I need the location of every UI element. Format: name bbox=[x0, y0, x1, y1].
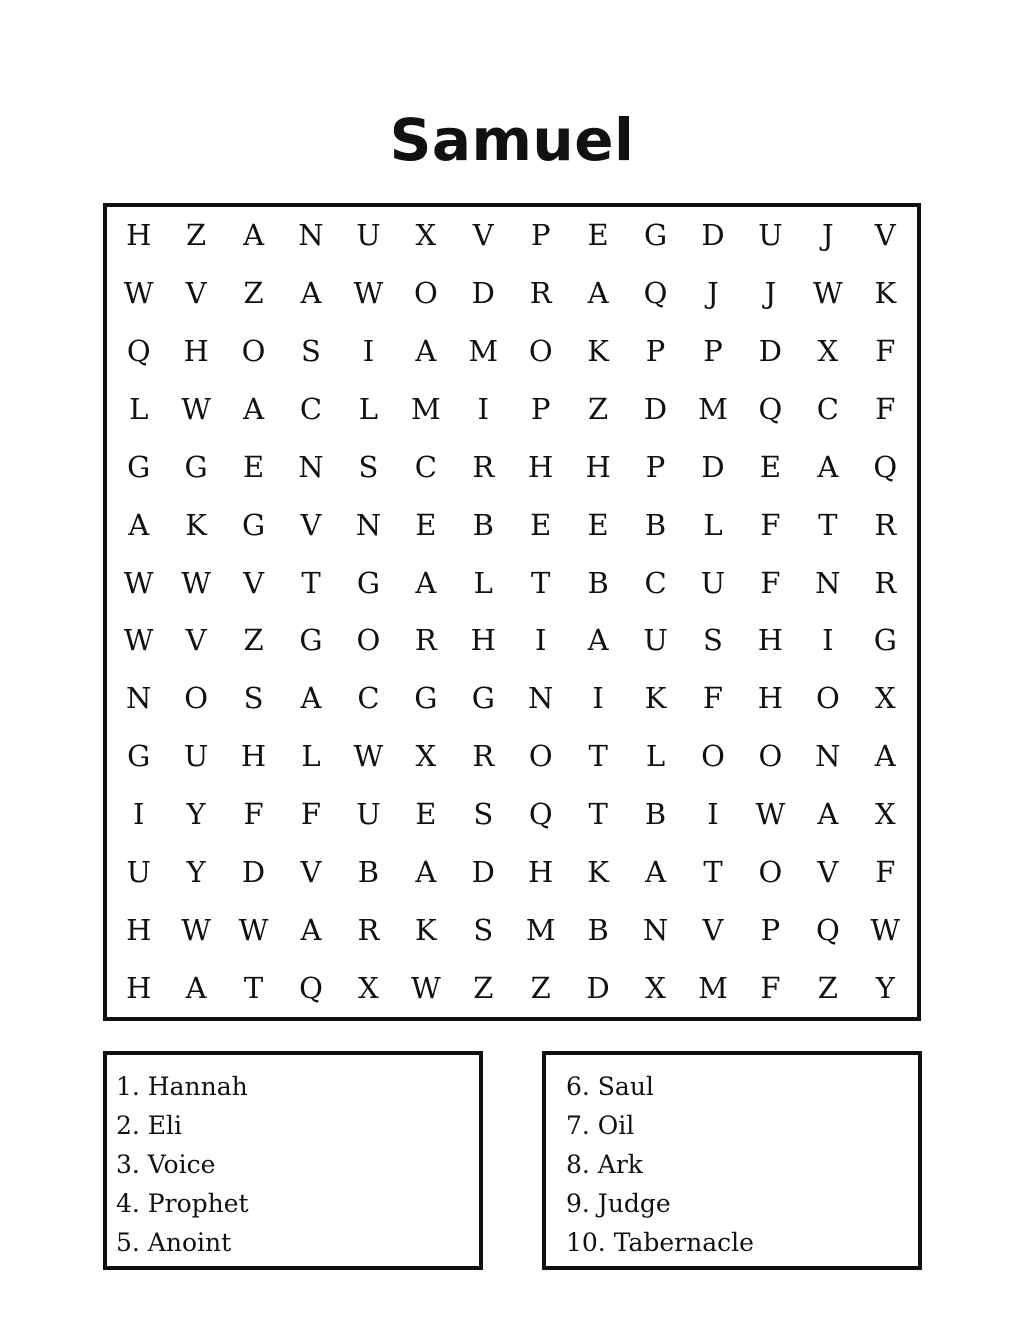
grid-letter[interactable]: T bbox=[703, 854, 723, 889]
grid-letter[interactable]: V bbox=[472, 218, 494, 253]
grid-letter[interactable]: Q bbox=[528, 796, 553, 831]
grid-letter[interactable]: G bbox=[873, 623, 897, 658]
grid-letter[interactable]: E bbox=[242, 449, 265, 484]
grid-letter[interactable]: V bbox=[243, 565, 265, 600]
grid-letter[interactable]: V bbox=[874, 218, 896, 253]
grid-letter[interactable]: L bbox=[703, 507, 723, 542]
grid-letter[interactable]: O bbox=[701, 739, 725, 774]
grid-letter[interactable]: O bbox=[184, 681, 209, 716]
grid-letter[interactable]: F bbox=[875, 334, 896, 369]
grid-letter[interactable]: L bbox=[473, 565, 493, 600]
grid-letter[interactable]: D bbox=[758, 334, 783, 369]
grid-letter[interactable]: N bbox=[815, 565, 841, 600]
grid-letter[interactable]: Z bbox=[817, 970, 838, 1005]
grid-letter[interactable]: G bbox=[414, 681, 438, 716]
grid-letter[interactable]: A bbox=[300, 276, 322, 311]
grid-letter[interactable]: D bbox=[701, 218, 725, 253]
grid-letter[interactable]: P bbox=[703, 334, 723, 369]
grid-letter[interactable]: O bbox=[413, 276, 438, 311]
grid-letter[interactable]: N bbox=[528, 681, 554, 716]
grid-letter[interactable]: W bbox=[755, 796, 786, 831]
grid-letter[interactable]: S bbox=[473, 912, 494, 947]
grid-letter[interactable]: H bbox=[240, 739, 267, 774]
grid-letter[interactable]: M bbox=[698, 970, 728, 1005]
grid-letter[interactable]: B bbox=[644, 507, 667, 542]
grid-letter[interactable]: B bbox=[587, 565, 609, 600]
grid-letter[interactable]: H bbox=[528, 854, 554, 889]
grid-letter[interactable]: Y bbox=[875, 970, 895, 1005]
grid-letter[interactable]: A bbox=[243, 218, 265, 253]
grid-letter[interactable]: K bbox=[587, 334, 609, 369]
grid-letter[interactable]: T bbox=[588, 739, 608, 774]
word-list-item: 4. Prophet bbox=[116, 1189, 249, 1218]
grid-letter[interactable]: E bbox=[759, 449, 781, 484]
grid-letter[interactable]: X bbox=[874, 681, 896, 716]
letter-grid bbox=[103, 203, 921, 1021]
grid-letter[interactable]: T bbox=[531, 565, 551, 600]
word-list-item: 8. Ark bbox=[566, 1150, 643, 1179]
grid-letter[interactable]: V bbox=[817, 854, 839, 889]
grid-letter[interactable]: T bbox=[818, 507, 838, 542]
grid-letter[interactable]: F bbox=[702, 681, 724, 716]
grid-letter[interactable]: U bbox=[758, 218, 783, 253]
word-list-item: 5. Anoint bbox=[116, 1228, 232, 1257]
grid-letter[interactable]: I bbox=[477, 391, 489, 426]
grid-letter[interactable]: D bbox=[643, 391, 668, 426]
grid-letter[interactable]: V bbox=[185, 623, 207, 658]
grid-letter[interactable]: Q bbox=[643, 276, 668, 311]
grid-letter[interactable]: O bbox=[528, 334, 553, 369]
grid-letter[interactable]: R bbox=[472, 739, 495, 774]
grid-letter[interactable]: I bbox=[592, 681, 604, 716]
grid-letter[interactable]: Q bbox=[758, 391, 783, 426]
grid-letter[interactable]: H bbox=[528, 449, 554, 484]
grid-letter[interactable]: S bbox=[703, 623, 723, 658]
grid-letter[interactable]: R bbox=[874, 565, 897, 600]
grid-letter[interactable]: W bbox=[181, 391, 212, 426]
word-list-item: 1. Hannah bbox=[116, 1072, 248, 1101]
grid-letter[interactable]: P bbox=[530, 218, 551, 253]
grid-letter[interactable]: N bbox=[355, 507, 382, 542]
grid-letter[interactable]: G bbox=[241, 507, 266, 542]
grid-letter[interactable]: A bbox=[415, 334, 437, 369]
grid-letter[interactable]: W bbox=[812, 276, 843, 311]
grid-letter[interactable]: E bbox=[587, 507, 609, 542]
grid-letter[interactable]: B bbox=[644, 796, 667, 831]
grid-letter[interactable]: A bbox=[243, 391, 265, 426]
grid-letter[interactable]: O bbox=[241, 334, 266, 369]
grid-letter[interactable]: E bbox=[415, 796, 437, 831]
grid-letter[interactable]: I bbox=[822, 623, 834, 658]
word-list-item: 6. Saul bbox=[566, 1072, 654, 1101]
grid-letter[interactable]: Z bbox=[243, 276, 264, 311]
grid-letter[interactable]: X bbox=[358, 970, 379, 1005]
grid-letter[interactable]: V bbox=[185, 276, 207, 311]
word-list-right bbox=[542, 1051, 922, 1270]
grid-letter[interactable]: K bbox=[185, 507, 207, 542]
grid-letter[interactable]: Z bbox=[186, 218, 207, 253]
grid-letter[interactable]: R bbox=[414, 623, 437, 658]
grid-letter[interactable]: D bbox=[471, 854, 495, 889]
grid-letter[interactable]: K bbox=[874, 276, 897, 311]
grid-letter[interactable]: B bbox=[587, 912, 609, 947]
grid-letter[interactable]: I bbox=[534, 623, 547, 658]
word-list-item: 7. Oil bbox=[566, 1111, 635, 1140]
grid-letter[interactable]: P bbox=[645, 449, 666, 484]
grid-letter[interactable]: O bbox=[758, 739, 783, 774]
grid-letter[interactable]: X bbox=[415, 739, 437, 774]
grid-letter[interactable]: W bbox=[181, 565, 212, 600]
grid-letter[interactable]: A bbox=[874, 739, 896, 774]
grid-letter[interactable]: F bbox=[760, 970, 781, 1005]
grid-letter[interactable]: H bbox=[126, 970, 152, 1005]
grid-letter[interactable]: K bbox=[644, 681, 667, 716]
grid-letter[interactable]: C bbox=[644, 565, 667, 600]
grid-letter[interactable]: J bbox=[764, 276, 777, 311]
grid-letter[interactable]: F bbox=[243, 796, 264, 831]
grid-letter[interactable]: A bbox=[300, 681, 322, 716]
grid-letter[interactable]: O bbox=[758, 854, 783, 889]
grid-letter[interactable]: S bbox=[358, 449, 379, 484]
grid-letter[interactable]: L bbox=[129, 391, 149, 426]
grid-letter[interactable]: M bbox=[468, 334, 499, 369]
grid-letter[interactable]: N bbox=[815, 739, 841, 774]
grid-letter[interactable]: W bbox=[353, 739, 384, 774]
grid-letter[interactable]: A bbox=[185, 970, 207, 1005]
grid-letter[interactable]: W bbox=[181, 912, 212, 947]
grid-letter[interactable]: A bbox=[587, 623, 609, 658]
grid-letter[interactable]: S bbox=[301, 334, 321, 369]
grid-letter[interactable]: Z bbox=[588, 391, 609, 426]
grid-letter[interactable]: B bbox=[472, 507, 494, 542]
word-list-item: 2. Eli bbox=[116, 1111, 183, 1140]
grid-letter[interactable]: C bbox=[816, 391, 839, 426]
word-list-item: 3. Voice bbox=[116, 1150, 216, 1179]
grid-letter[interactable]: C bbox=[357, 681, 380, 716]
grid-letter[interactable]: U bbox=[356, 218, 381, 253]
grid-letter[interactable]: T bbox=[301, 565, 321, 600]
grid-letter[interactable]: A bbox=[645, 854, 667, 889]
grid-letter[interactable]: W bbox=[123, 565, 154, 600]
grid-letter[interactable]: Q bbox=[815, 912, 840, 947]
grid-letter[interactable]: Z bbox=[243, 623, 264, 658]
grid-letter[interactable]: J bbox=[707, 276, 719, 311]
grid-letter[interactable]: I bbox=[707, 796, 719, 831]
grid-letter[interactable]: W bbox=[353, 276, 384, 311]
grid-letter[interactable]: Y bbox=[186, 854, 206, 889]
grid-letter[interactable]: X bbox=[874, 796, 896, 831]
grid-letter[interactable]: N bbox=[126, 681, 152, 716]
grid-letter[interactable]: C bbox=[414, 449, 437, 484]
word-list-item: 9. Judge bbox=[566, 1189, 671, 1218]
grid-letter[interactable]: J bbox=[822, 218, 834, 253]
grid-letter[interactable]: H bbox=[126, 912, 152, 947]
grid-letter[interactable]: X bbox=[817, 334, 839, 369]
grid-letter[interactable]: W bbox=[870, 912, 901, 947]
grid-letter[interactable]: N bbox=[642, 912, 669, 947]
grid-letter[interactable]: V bbox=[300, 507, 322, 542]
grid-letter[interactable]: R bbox=[472, 449, 495, 484]
grid-letter[interactable]: L bbox=[358, 391, 379, 426]
grid-letter[interactable]: T bbox=[243, 970, 264, 1005]
grid-letter[interactable]: F bbox=[875, 854, 896, 889]
grid-letter[interactable]: O bbox=[356, 623, 381, 658]
grid-letter[interactable]: D bbox=[701, 449, 725, 484]
grid-letter[interactable]: H bbox=[757, 681, 784, 716]
grid-letter[interactable]: R bbox=[357, 912, 380, 947]
grid-letter[interactable]: F bbox=[875, 391, 896, 426]
grid-letter[interactable]: P bbox=[530, 391, 551, 426]
grid-letter[interactable]: V bbox=[702, 912, 724, 947]
grid-letter[interactable]: S bbox=[473, 796, 494, 831]
puzzle-title: Samuel bbox=[389, 106, 635, 174]
grid-letter[interactable]: A bbox=[415, 565, 437, 600]
grid-letter[interactable]: G bbox=[643, 218, 668, 253]
grid-letter[interactable]: M bbox=[525, 912, 556, 947]
grid-letter[interactable]: P bbox=[645, 334, 666, 369]
grid-letter[interactable]: G bbox=[127, 449, 151, 484]
grid-letter[interactable]: X bbox=[645, 970, 666, 1005]
grid-letter[interactable]: G bbox=[356, 565, 380, 600]
grid-letter[interactable]: G bbox=[184, 449, 208, 484]
word-list-item: 10. Tabernacle bbox=[566, 1228, 754, 1257]
grid-letter[interactable]: P bbox=[760, 912, 781, 947]
grid-letter[interactable]: U bbox=[356, 796, 381, 831]
grid-letter[interactable]: Q bbox=[126, 334, 151, 369]
grid-letter[interactable]: I bbox=[362, 334, 375, 369]
grid-letter[interactable]: U bbox=[643, 623, 668, 658]
grid-letter[interactable]: C bbox=[299, 391, 323, 426]
grid-letter[interactable]: L bbox=[645, 739, 666, 774]
grid-letter[interactable]: Z bbox=[530, 970, 551, 1005]
grid-letter[interactable]: E bbox=[587, 218, 609, 253]
grid-letter[interactable]: S bbox=[243, 681, 264, 716]
grid-letter[interactable]: A bbox=[817, 796, 839, 831]
grid-letter[interactable]: A bbox=[300, 912, 322, 947]
grid-letter[interactable]: H bbox=[585, 449, 611, 484]
grid-letter[interactable]: Z bbox=[473, 970, 494, 1005]
grid-letter[interactable]: G bbox=[299, 623, 323, 658]
grid-letter[interactable]: E bbox=[415, 507, 437, 542]
grid-letter[interactable]: A bbox=[817, 449, 839, 484]
grid-letter[interactable]: R bbox=[874, 507, 897, 542]
grid-letter[interactable]: V bbox=[300, 854, 322, 889]
grid-letter[interactable]: O bbox=[528, 739, 553, 774]
grid-letter[interactable]: U bbox=[700, 565, 726, 600]
grid-letter[interactable]: G bbox=[471, 681, 495, 716]
grid-letter[interactable]: A bbox=[128, 507, 150, 542]
grid-letter[interactable]: T bbox=[588, 796, 608, 831]
grid-letter[interactable]: M bbox=[411, 391, 441, 426]
grid-letter[interactable]: D bbox=[471, 276, 495, 311]
grid-letter[interactable]: E bbox=[530, 507, 552, 542]
grid-letter[interactable]: F bbox=[760, 507, 781, 542]
grid-letter[interactable]: H bbox=[183, 334, 209, 369]
grid-letter[interactable]: B bbox=[357, 854, 380, 889]
grid-letter[interactable]: H bbox=[126, 218, 152, 253]
grid-letter[interactable]: L bbox=[301, 739, 321, 774]
grid-letter[interactable]: K bbox=[587, 854, 609, 889]
grid-letter[interactable]: N bbox=[298, 218, 324, 253]
grid-letter[interactable]: U bbox=[126, 854, 151, 889]
grid-letter[interactable]: W bbox=[238, 912, 269, 947]
grid-letter[interactable]: W bbox=[410, 970, 441, 1005]
grid-letter[interactable]: U bbox=[183, 739, 209, 774]
grid-letter[interactable]: A bbox=[415, 854, 437, 889]
grid-letter[interactable]: A bbox=[587, 276, 609, 311]
grid-letter[interactable]: D bbox=[586, 970, 610, 1005]
grid-letter[interactable]: H bbox=[757, 623, 784, 658]
grid-letter[interactable]: K bbox=[415, 912, 437, 947]
grid-letter[interactable]: Q bbox=[873, 449, 898, 484]
grid-letter[interactable]: G bbox=[127, 739, 151, 774]
grid-letter[interactable]: R bbox=[529, 276, 552, 311]
grid-letter[interactable]: F bbox=[760, 565, 781, 600]
grid-letter[interactable]: Q bbox=[299, 970, 323, 1005]
grid-letter[interactable]: W bbox=[123, 623, 154, 658]
grid-letter[interactable]: M bbox=[698, 391, 728, 426]
grid-letter[interactable]: W bbox=[123, 276, 154, 311]
grid-letter[interactable]: N bbox=[298, 449, 324, 484]
grid-letter[interactable]: F bbox=[300, 796, 322, 831]
grid-letter[interactable]: X bbox=[415, 218, 437, 253]
grid-letter[interactable]: D bbox=[241, 854, 266, 889]
grid-letter[interactable]: Y bbox=[186, 796, 206, 831]
grid-letter[interactable]: O bbox=[815, 681, 840, 716]
word-list-left bbox=[103, 1051, 483, 1270]
grid-letter[interactable]: H bbox=[470, 623, 496, 658]
grid-letter[interactable]: I bbox=[132, 796, 145, 831]
